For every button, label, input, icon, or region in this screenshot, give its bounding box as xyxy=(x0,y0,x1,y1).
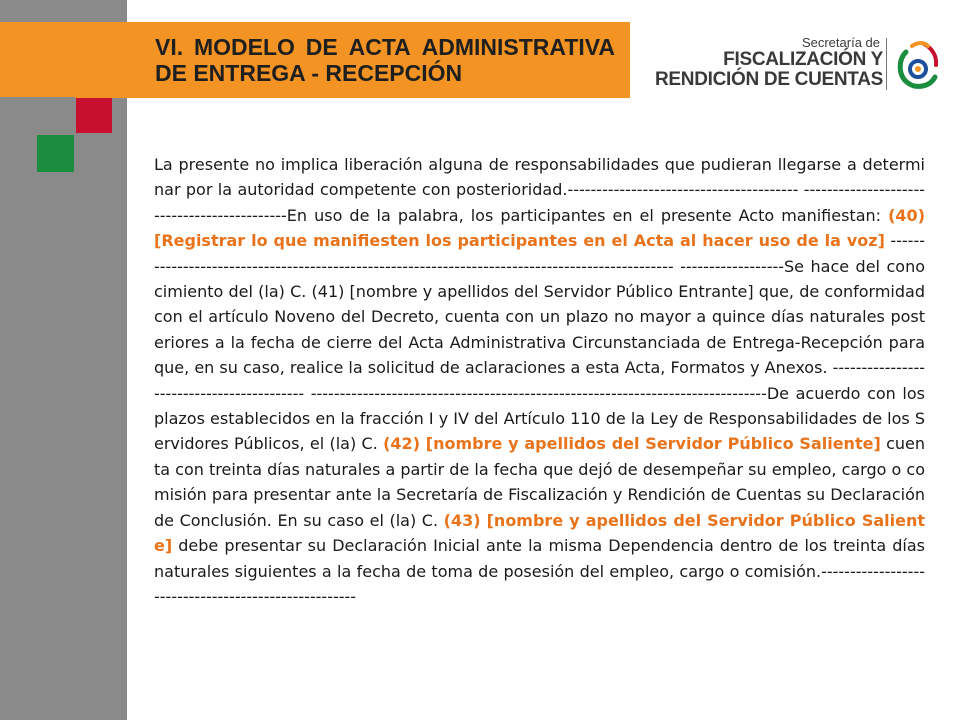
green-square xyxy=(37,135,74,172)
title-word: ACTA xyxy=(348,34,411,60)
title-word: DE xyxy=(305,34,338,60)
logo-line-3: RENDICIÓN DE CUENTAS xyxy=(655,69,883,90)
body-text: cuenta con treinta días naturales a partir de la fecha que dejó de desempeñar su empleo, cargo o comisión para presentar ante la Secretaría de Fiscalización y Rendición de Cuentas su Declaración de Conclusión. En su caso el (la) C. xyxy=(154,434,926,530)
title-banner xyxy=(75,22,630,98)
title-word: VI. xyxy=(155,34,184,60)
body-text: ------------------------------------------------------------------------------------------------ ------------------Se hace del conocimiento del (la) C. (41) [nombre y apellidos del Servidor Público Entrante] que, de conformidad con el artículo Noveno del Decreto, cuenta con un plazo no mayor a quince días naturales posteriores a la fecha de cierre del Acta Administrativa Circunstanciada de Entrega-Recepción para que, en su caso, realice la solicitud de aclaraciones a esta Acta, Formatos y Anexos. ------------------------------------------ -------------------------------------------------------------------------------De acuerdo con los plazos establecidos en la fracción I y IV del Artículo 110 de la Ley de Responsabilidades de los Servidores Públicos, el (la) C. xyxy=(154,231,925,454)
agency-emblem-icon xyxy=(894,38,940,90)
logo-divider xyxy=(886,38,887,90)
body-text: debe presentar su Declaración Inicial ante la misma Dependencia dentro de los treinta días naturales siguientes a la fecha de toma de posesión del empleo, cargo o comisión.----------------------------------------------------- xyxy=(154,536,925,606)
body-text: La presente no implica liberación alguna de responsabilidades que pudieran llegarse a determinar por la autoridad competente con posterioridad.---------------------------------------- --------------------------------------------En uso de la palabra, los participantes en el presente Acto manifiestan: xyxy=(154,155,925,225)
orange-square xyxy=(0,22,75,97)
placeholder-43: (43) [nombre y apellidos del Servidor Público Saliente] xyxy=(154,510,926,556)
placeholder-40: (40) [Registrar lo que manifiesten los participantes en el Acta al hacer uso de la voz] xyxy=(154,205,925,251)
title-word: ADMINISTRATIVA xyxy=(421,34,615,60)
body-paragraph xyxy=(154,152,925,609)
logo-line-2: FISCALIZACIÓN Y xyxy=(723,49,883,70)
red-square xyxy=(76,98,112,133)
title-line-2: DE ENTREGA - RECEPCIÓN xyxy=(155,60,463,86)
placeholder-42: (42) [nombre y apellidos del Servidor Público Saliente] xyxy=(383,434,881,454)
logo-line-1: Secretaría de xyxy=(801,35,880,50)
logo-text xyxy=(648,36,883,90)
title-line-1 xyxy=(155,34,630,60)
agency-logo xyxy=(648,36,942,92)
title-word: MODELO xyxy=(193,34,295,60)
